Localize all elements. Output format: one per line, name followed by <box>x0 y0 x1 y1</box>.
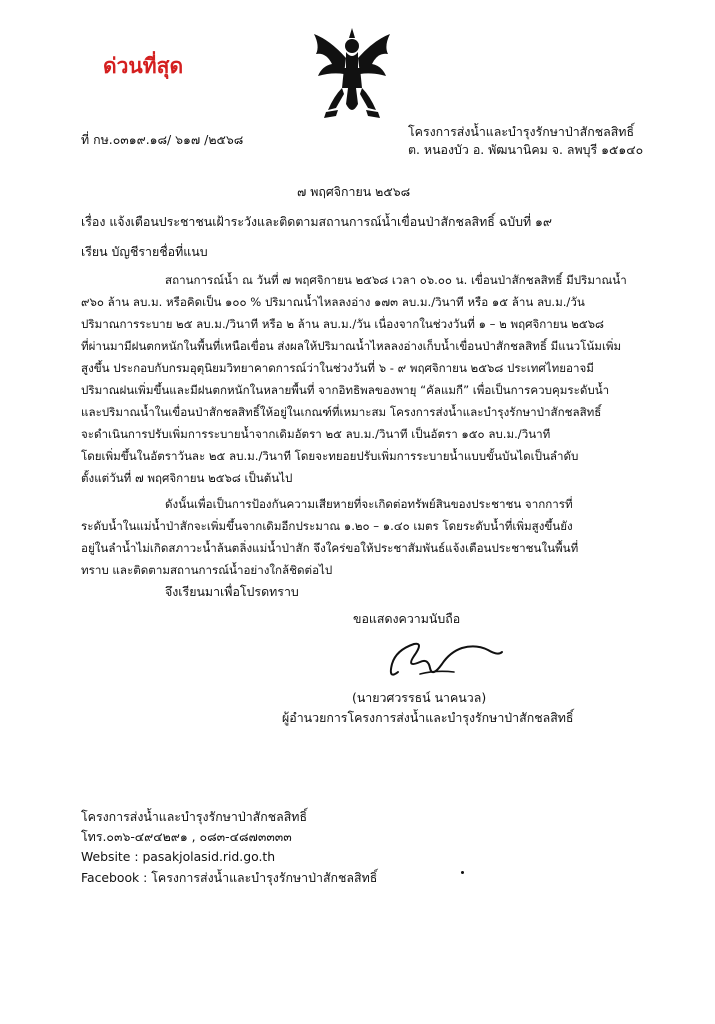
footer-phone: โทร.๐๓๖-๔๙๔๒๙๑ , ๐๘๓-๔๘๗๓๓๓๓ <box>81 829 292 844</box>
urgency-label: ด่วนที่สุด <box>103 54 184 78</box>
paragraph1-line: และปริมาณน้ำในเขื่อนป่าสักชลสิทธิ์ให้อยู่ในเกณฑ์ที่เหมาะสม โครงการส่งน้ำและบำรุงรักษาป่าสักชลสิทธิ์ <box>81 405 602 419</box>
signer-title: ผู้อำนวยการโครงการส่งน้ำและบำรุงรักษาป่าสักชลสิทธิ์ <box>282 710 574 725</box>
paragraph1-line: ที่ผ่านมามีฝนตกหนักในพื้นที่เหนือเขื่อน ส่งผลให้ปริมาณน้ำไหลลงอ่างเก็บน้ำเขื่อนป่าสักชลสิทธิ์ มีแนวโน้มเพิ่ม <box>81 339 622 353</box>
paragraph1-line: โดยเพิ่มขึ้นในอัตราวันละ ๒๕ ลบ.ม./วินาที โดยจะทยอยปรับเพิ่มการระบายน้ำแบบขั้นบันไดเป็นลำดับ <box>81 449 579 463</box>
letter-date: ๗ พฤศจิกายน ๒๕๖๘ <box>297 184 411 199</box>
office-name: โครงการส่งน้ำและบำรุงรักษาป่าสักชลสิทธิ์ <box>408 124 635 139</box>
paragraph1-line: สถานการณ์น้ำ ณ วันที่ ๗ พฤศจิกายน ๒๕๖๘ เวลา ๐๖.๐๐ น. เขื่อนป่าสักชลสิทธิ์ มีปริมาณน้ำ <box>165 273 627 287</box>
paragraph2-line: ทราบ และติดตามสถานการณ์น้ำอย่างใกล้ชิดต่อไป <box>81 563 333 577</box>
paragraph2-line: ดังนั้นเพื่อเป็นการป้องกันความเสียหายที่จะเกิดต่อทรัพย์สินของประชาชน จากการที่ <box>165 497 573 511</box>
letter-recipient: เรียน บัญชีรายชื่อที่แนบ <box>81 244 208 259</box>
footer-office: โครงการส่งน้ำและบำรุงรักษาป่าสักชลสิทธิ์ <box>81 809 308 824</box>
paragraph1-line: ๙๖๐ ล้าน ลบ.ม. หรือคิดเป็น ๑๐๐ % ปริมาณน้ำไหลลงอ่าง ๑๗๓ ลบ.ม./วินาที หรือ ๑๕ ล้าน ลบ.ม./วัน <box>81 295 585 309</box>
paragraph1-line: ปริมาณฝนเพิ่มขึ้นและมีฝนตกหนักในหลายพื้นที่ จากอิทธิพลของพายุ “คัลแมกี” เพื่อเป็นการควบคุมระดับน้ำ <box>81 383 610 397</box>
paragraph2-line: อยู่ในลำน้ำไม่เกิดสภาวะน้ำล้นตลิ่งแม่น้ำป่าสัก จึงใคร่ขอให้ประชาสัมพันธ์แจ้งเตือนประชาชนในพื้นที่ <box>81 541 579 555</box>
paragraph1-line: สูงขึ้น ประกอบกับกรมอุตุนิยมวิทยาคาดการณ์ว่าในช่วงวันที่ ๖ - ๙ พฤศจิกายน ๒๕๖๘ ประเทศไทยอาจมี <box>81 361 594 375</box>
paragraph1-line: จะดำเนินการปรับเพิ่มการระบายน้ำจากเดิมอัตรา ๒๕ ลบ.ม./วินาที เป็นอัตรา ๑๕๐ ลบ.ม./วินาที <box>81 427 551 441</box>
letter-subject: เรื่อง แจ้งเตือนประชาชนเฝ้าระวังและติดตามสถานการณ์น้ำเขื่อนป่าสักชลสิทธิ์ ฉบับที่ ๑๙ <box>81 214 552 229</box>
signer-name: (นายวศวรรธน์ นาคนวล) <box>352 690 487 705</box>
signature-image <box>384 634 506 684</box>
office-address: ต. หนองบัว อ. พัฒนานิคม จ. ลพบุรี ๑๕๑๔๐ <box>408 142 644 157</box>
closing-line: จึงเรียนมาเพื่อโปรดทราบ <box>165 584 299 599</box>
footer-facebook: Facebook : โครงการส่งน้ำและบำรุงรักษาป่าสักชลสิทธิ์ <box>81 870 378 885</box>
paragraph1-line: ตั้งแต่วันที่ ๗ พฤศจิกายน ๒๕๖๘ เป็นต้นไป <box>81 471 293 485</box>
stray-dot <box>461 871 464 874</box>
reference-number: ที่ กษ.๐๓๑๙.๑๘/ ๖๑๗ /๒๕๖๘ <box>81 132 244 147</box>
footer-website: Website : pasakjolasid.rid.go.th <box>81 849 276 864</box>
paragraph1-line: ปริมาณการระบาย ๒๕ ลบ.ม./วินาที หรือ ๒ ล้าน ลบ.ม./วัน เนื่องจากในช่วงวันที่ ๑ – ๒ พฤศจิกายน ๒๕๖๘ <box>81 317 604 331</box>
garuda-emblem <box>306 24 398 124</box>
regards-line: ขอแสดงความนับถือ <box>353 611 461 626</box>
paragraph2-line: ระดับน้ำในแม่น้ำป่าสักจะเพิ่มขึ้นจากเดิมอีกประมาณ ๑.๒๐ – ๑.๔๐ เมตร โดยระดับน้ำที่เพิ่มสูงขึ้นยัง <box>81 519 573 533</box>
